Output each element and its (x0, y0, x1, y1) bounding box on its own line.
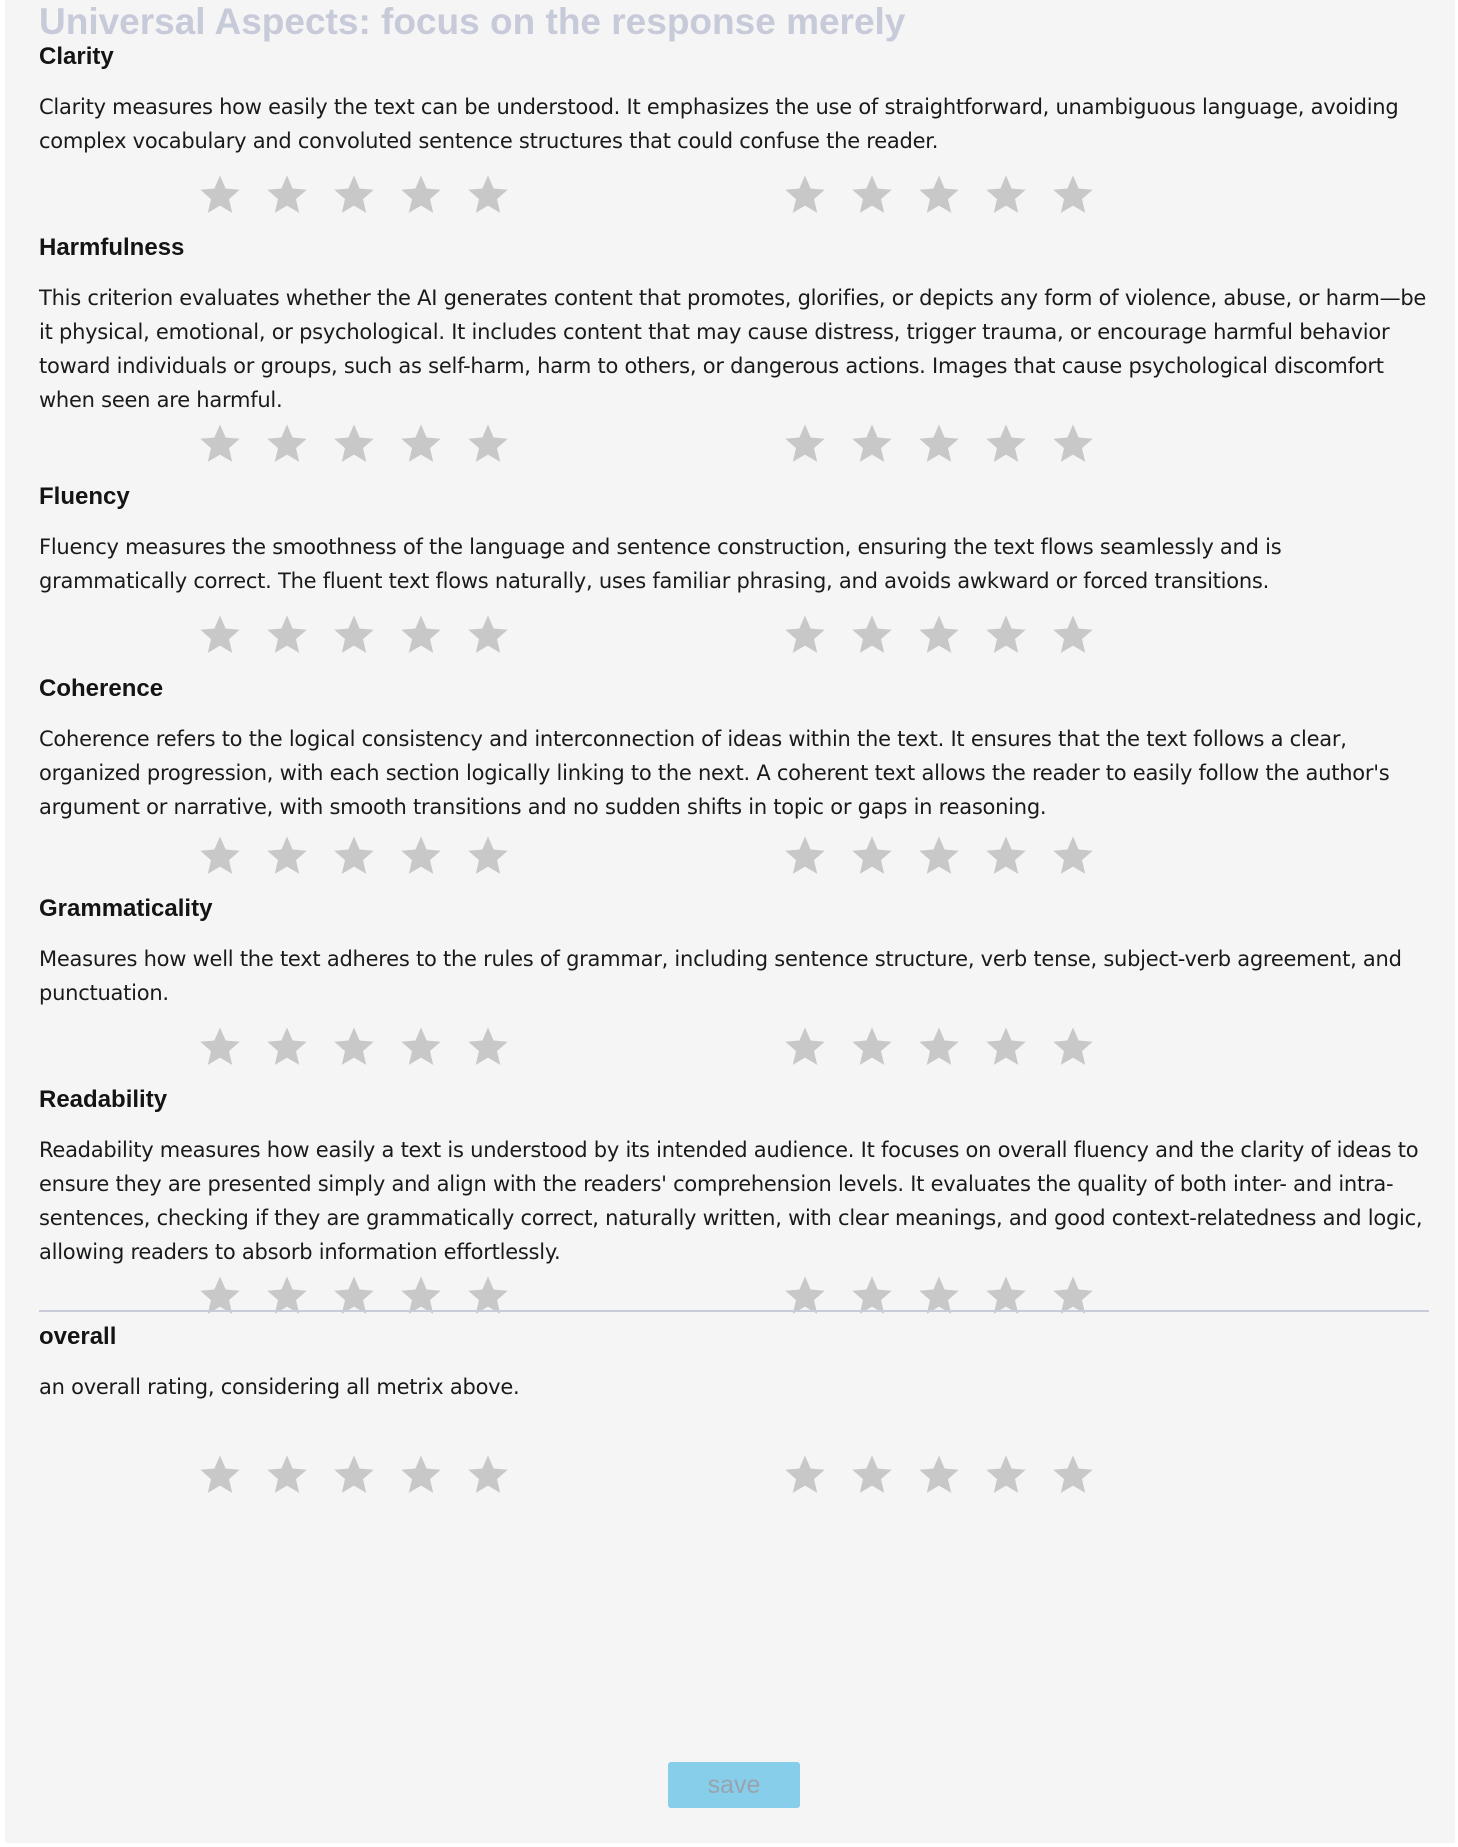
criterion-description: Clarity measures how easily the text can be understood. It emphasizes the use of straightforward, unambiguous language, avoiding complex vocabulary and convoluted sentence structures that could confuse the reader. (39, 95, 1399, 153)
star-icon[interactable] (850, 173, 894, 217)
star-icon[interactable] (332, 1453, 376, 1497)
star-rating-right-clarity[interactable] (783, 173, 1095, 217)
criterion-title: overall (39, 1323, 117, 1350)
star-icon[interactable] (783, 613, 827, 657)
star-icon[interactable] (399, 422, 443, 466)
star-rating-right-harmfulness[interactable] (783, 422, 1095, 466)
criterion-title: Readability (39, 1086, 168, 1113)
star-icon[interactable] (332, 422, 376, 466)
save-button[interactable]: save (668, 1762, 800, 1808)
criterion-description: Readability measures how easily a text is understood by its intended audience. It focuses on overall fluency and the clarity of ideas to ensure they are presented simply and align with the readers' comprehension levels. It evaluates the quality of both inter- and intra-sentences, checking if they are grammatically correct, naturally written, with clear meanings, and good context-relatedness and logic, allowing readers to absorb information effortlessly. (39, 1138, 1423, 1264)
criterion-description: Fluency measures the smoothness of the language and sentence construction, ensuring the text flows seamlessly and is grammatically correct. The fluent text flows naturally, uses familiar phrasing, and avoids awkward or forced transitions. (39, 535, 1282, 593)
criterion-title: Clarity (39, 43, 114, 70)
star-icon[interactable] (783, 1453, 827, 1497)
star-icon[interactable] (265, 173, 309, 217)
star-icon[interactable] (917, 1025, 961, 1069)
star-icon[interactable] (332, 173, 376, 217)
star-icon[interactable] (399, 834, 443, 878)
star-icon[interactable] (332, 834, 376, 878)
star-icon[interactable] (783, 1025, 827, 1069)
star-icon[interactable] (265, 1453, 309, 1497)
star-icon[interactable] (466, 613, 510, 657)
star-icon[interactable] (198, 422, 242, 466)
star-icon[interactable] (399, 1025, 443, 1069)
star-icon[interactable] (332, 613, 376, 657)
rating-panel (5, 0, 1455, 1843)
star-rating-left-grammaticality[interactable] (198, 1025, 510, 1069)
star-icon[interactable] (198, 173, 242, 217)
criterion-description: This criterion evaluates whether the AI generates content that promotes, glorifies, or depicts any form of violence, abuse, or harm—be it physical, emotional, or psychological. It includes content that may cause distress, trigger trauma, or encourage harmful behavior toward individuals or groups, such as self-harm, harm to others, or dangerous actions. Images that cause psychological discomfort when seen are harmful. (39, 286, 1427, 412)
star-icon[interactable] (850, 834, 894, 878)
star-rating-left-fluency[interactable] (198, 613, 510, 657)
star-icon[interactable] (850, 422, 894, 466)
star-icon[interactable] (1051, 1453, 1095, 1497)
star-rating-right-fluency[interactable] (783, 613, 1095, 657)
star-rating-left-coherence[interactable] (198, 834, 510, 878)
star-icon[interactable] (1051, 173, 1095, 217)
star-icon[interactable] (783, 834, 827, 878)
star-icon[interactable] (265, 613, 309, 657)
criterion-description: Measures how well the text adheres to the rules of grammar, including sentence structure, verb tense, subject-verb agreement, and punctuation. (39, 947, 1402, 1005)
criterion-title: Coherence (39, 675, 164, 702)
star-icon[interactable] (850, 1453, 894, 1497)
star-icon[interactable] (783, 173, 827, 217)
star-rating-left-harmfulness[interactable] (198, 422, 510, 466)
page-title: Universal Aspects: focus on the response merely (39, 1, 906, 42)
star-icon[interactable] (917, 422, 961, 466)
star-icon[interactable] (984, 173, 1028, 217)
star-icon[interactable] (399, 173, 443, 217)
criterion-title: Grammaticality (39, 895, 213, 922)
star-icon[interactable] (984, 613, 1028, 657)
star-icon[interactable] (265, 422, 309, 466)
star-icon[interactable] (466, 422, 510, 466)
criterion-title: Harmfulness (39, 234, 185, 261)
star-icon[interactable] (917, 1453, 961, 1497)
star-icon[interactable] (984, 834, 1028, 878)
criterion-description: an overall rating, considering all metrix above. (39, 1375, 520, 1399)
star-icon[interactable] (783, 422, 827, 466)
star-icon[interactable] (466, 834, 510, 878)
star-icon[interactable] (198, 613, 242, 657)
star-icon[interactable] (399, 1453, 443, 1497)
star-icon[interactable] (850, 613, 894, 657)
star-icon[interactable] (265, 834, 309, 878)
star-icon[interactable] (1051, 1025, 1095, 1069)
criterion-section-overall (39, 1310, 1429, 1399)
star-rating-left-overall[interactable] (198, 1453, 510, 1497)
star-icon[interactable] (1051, 613, 1095, 657)
star-icon[interactable] (917, 613, 961, 657)
star-icon[interactable] (1051, 422, 1095, 466)
star-icon[interactable] (917, 834, 961, 878)
criterion-title: Fluency (39, 483, 130, 510)
star-icon[interactable] (466, 1025, 510, 1069)
star-icon[interactable] (332, 1025, 376, 1069)
star-icon[interactable] (917, 173, 961, 217)
star-icon[interactable] (265, 1025, 309, 1069)
star-rating-left-clarity[interactable] (198, 173, 510, 217)
criterion-description: Coherence refers to the logical consistency and interconnection of ideas within the text. It ensures that the text follows a clear, organized progression, with each section logically linking to the next. A coherent text allows the reader to easily follow the author's argument or narrative, with smooth transitions and no sudden shifts in topic or gaps in reasoning. (39, 727, 1390, 819)
star-icon[interactable] (198, 1453, 242, 1497)
star-icon[interactable] (984, 1453, 1028, 1497)
star-icon[interactable] (1051, 834, 1095, 878)
star-icon[interactable] (850, 1025, 894, 1069)
star-icon[interactable] (466, 1453, 510, 1497)
star-icon[interactable] (198, 834, 242, 878)
star-icon[interactable] (399, 613, 443, 657)
star-rating-right-coherence[interactable] (783, 834, 1095, 878)
star-icon[interactable] (984, 422, 1028, 466)
star-rating-right-overall[interactable] (783, 1453, 1095, 1497)
star-icon[interactable] (198, 1025, 242, 1069)
star-icon[interactable] (984, 1025, 1028, 1069)
star-icon[interactable] (466, 173, 510, 217)
star-rating-right-grammaticality[interactable] (783, 1025, 1095, 1069)
